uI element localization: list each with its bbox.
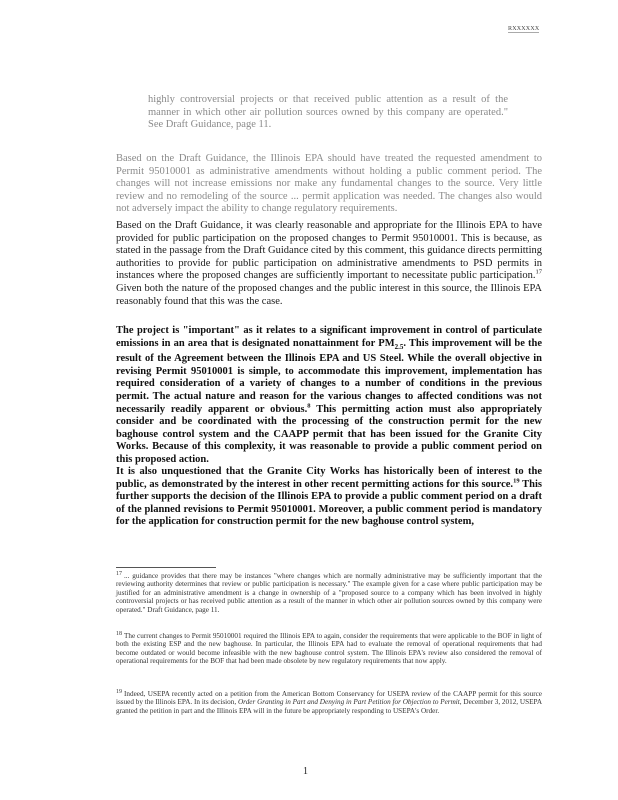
footnote-mark: 18 xyxy=(116,630,122,637)
footnote-text: The current changes to Permit 95010001 required the Illinois EPA to again, consider the requirements that were applicable to the BOF in light of both the existing ESP and the new baghouse. In particular, the Illinois EPA had to evaluate the removal of operational requirements that had become outdated or would become infeasible with the new baghouse control system. The Illinois EPA's review also considered the removal of operational requirements for the BOF that had been made obsolete by new regulatory requirements that now apply. xyxy=(116,632,542,666)
footnote-text: , December 3, 2012, USEPA granted the petition in part and the Illinois EPA will in the future be appropriately responding to USEPA's Order. xyxy=(116,698,543,715)
pm-subscript: 2.5 xyxy=(394,342,404,351)
footnote-17 xyxy=(116,572,542,614)
footnote-ref-18[interactable]: 8 xyxy=(307,402,311,410)
paragraph-text: Given both the nature of the proposed changes and the public interest in this source, the Illinois EPA reasonably found that this was the case. xyxy=(116,282,542,307)
footnote-divider xyxy=(116,567,216,568)
paragraph-text: . This improvement will be the result of the Agreement between the Illinois EPA and US Steel. While the overall objective in revising Permit 95010001 is simple, to accommodate this improvement, implementation has required consideration of a variety of changes to a number of conditions in the previous permit. The actual nature and reason for the various changes to affected conditions was not necessarily readily apparent or obvious. xyxy=(116,337,542,415)
footnote-text: ... guidance provides that there may be instances "where changes which are normally administrative may be sufficiently important that the reviewing authority determines that review or public participation is necessary." The example given for a case where public participation may be justified for an administrative amendment is a change in ownership of a "proposed source to a company which has been involved in highly controversial projects or has received public attention as a result of the manner in which other air pollution sources owned by this company were operated." Draft Guidance, page 11. xyxy=(116,572,542,614)
paragraph-text: The project is "important" as it relates to a significant improvement in control of particulate emissions in an area that is designated nonattainment for PM xyxy=(116,325,542,349)
block-quote: highly controversial projects or that received public attention as a result of the manner in which other air pollution sources owned by this company are operated." See Draft Guidance, page 11. xyxy=(148,94,508,131)
paragraph-text: Based on the Draft Guidance, it was clearly reasonable and appropriate for the Illinois EPA to have provided for public participation on the proposed changes to Permit 95010001. This is because, as stated in the passage from the Draft Guidance cited by this comment, this guidance directs permitting authorities to provide for public participation on administrative amendments to PSD permits in instances where the proposed changes are sufficiently important to necessitate public participation. xyxy=(116,220,542,282)
footnote-19 xyxy=(116,690,542,715)
footnote-ref-19[interactable]: 19 xyxy=(513,477,520,485)
header-stamp: RXXXXXX xyxy=(508,26,540,32)
paragraph-administrative-amendment: Based on the Draft Guidance, the Illinois EPA should have treated the requested amendment to Permit 95010001 as administrative amendments without holding a public comment period. The changes will not increase emissions nor make any fundamental changes to the source. Very little review and no remodeling of the source ... permit application was needed. The changes also would not adversely impact the ability to change regulatory requirements. xyxy=(116,153,542,215)
paragraph-text: It is also unquestioned that the Granite City Works has historically been of interest to the public, as demonstrated by the interest in other recent permitting actions for this source. xyxy=(116,466,542,490)
footnote-case-title: Order Granting in Part and Denying in Part Petition for Objection to Permit xyxy=(237,698,460,707)
footnote-text: Indeed, USEPA recently acted on a petition from the American Bottom Conservancy for USEPA review of the CAAPP permit for this source issued by the Illinois EPA. In its decision, xyxy=(116,690,542,707)
page-number: 1 xyxy=(303,766,308,777)
footnote-ref-17[interactable]: 17 xyxy=(535,268,542,276)
footnote-mark: 19 xyxy=(116,688,122,695)
paragraph-project-important xyxy=(116,325,542,467)
footnote-18 xyxy=(116,632,542,666)
paragraph-public-interest xyxy=(116,466,542,529)
paragraph-text: This permitting action must also appropriately consider and be coordinated with the processing of the construction permit for the new baghouse control system and the CAAPP permit that has been issued for the Granite City Works. Because of this complexity, it was reasonable to provide a public comment period on this proposed action. xyxy=(116,403,542,466)
footnote-mark: 17 xyxy=(116,570,122,577)
paragraph-text: This further supports the decision of the Illinois EPA to provide a public comment period on a draft of the planned revisions to Permit 95010001. Moreover, a public comment period is mandatory for the application for construction permit for the new baghouse control system, xyxy=(116,478,542,528)
paragraph-public-participation xyxy=(116,220,542,308)
